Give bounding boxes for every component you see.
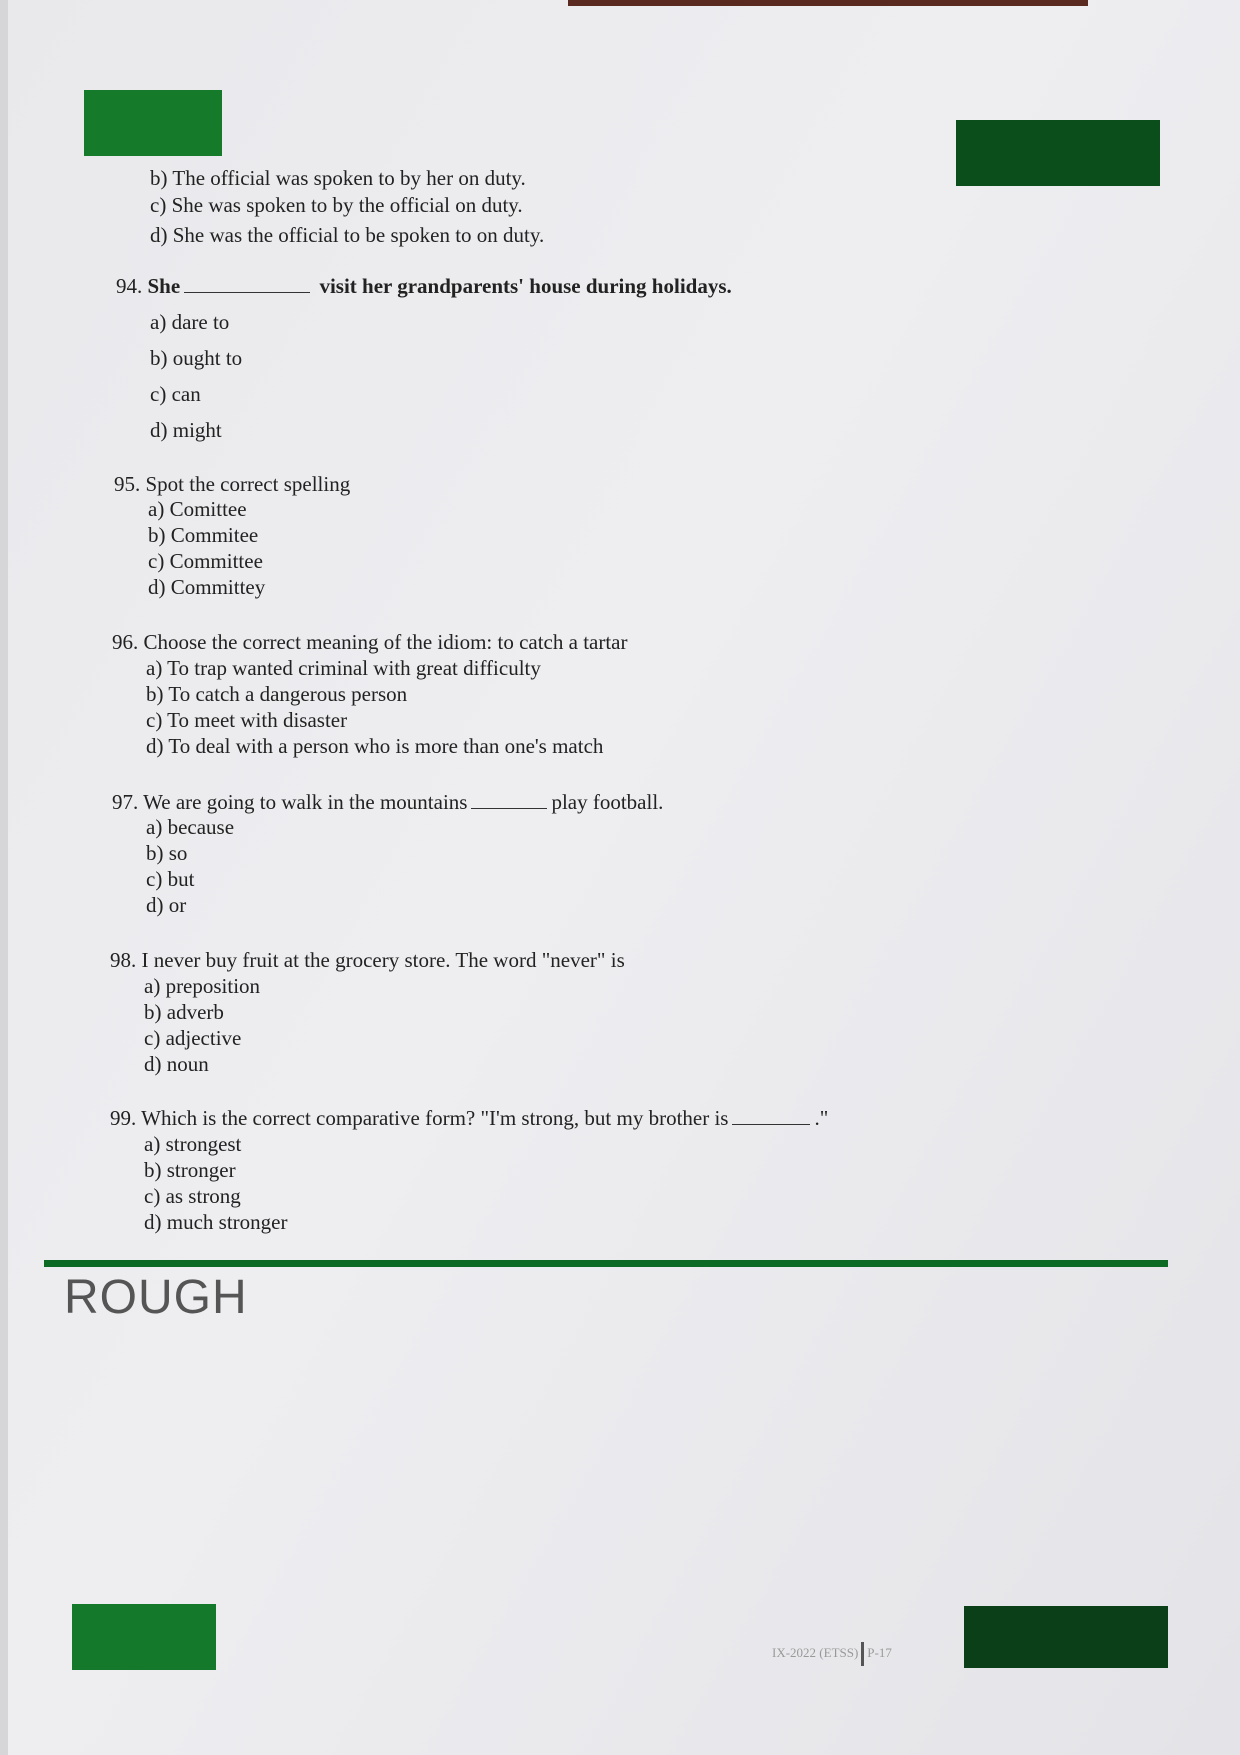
question-98-option-b: b) adverb <box>144 1000 224 1024</box>
question-95-option-b: b) Commitee <box>148 523 259 547</box>
question-98-stem: 98. I never buy fruit at the grocery store. The word "never" is <box>110 948 625 972</box>
question-96-stem: 96. Choose the correct meaning of the idiom: to catch a tartar <box>112 630 628 654</box>
question-99-option-a: a) strongest <box>144 1132 242 1156</box>
question-95-option-c: c) Committee <box>148 549 263 573</box>
answer-blank <box>732 1123 810 1125</box>
question-95-stem: 95. Spot the correct spelling <box>114 472 351 496</box>
rough-work-heading: ROUGH <box>64 1271 248 1324</box>
question-94-option-a: a) dare to <box>150 310 230 334</box>
question-99-option-b: b) stronger <box>144 1158 236 1182</box>
question-96-option-a: a) To trap wanted criminal with great difficulty <box>146 656 541 680</box>
question-97-option-b: b) so <box>146 841 188 865</box>
prev-option-b: b) The official was spoken to by her on duty. <box>150 166 526 190</box>
question-96-option-b: b) To catch a dangerous person <box>146 682 408 706</box>
question-97-option-c: c) but <box>146 867 195 891</box>
question-96-option-d: d) To deal with a person who is more than one's match <box>146 734 604 758</box>
question-99-option-d: d) much stronger <box>144 1210 288 1234</box>
question-96-option-c: c) To meet with disaster <box>146 708 348 732</box>
question-99-option-c: c) as strong <box>144 1184 241 1208</box>
question-98-option-d: d) noun <box>144 1052 209 1076</box>
question-95-option-d: d) Committey <box>148 575 266 599</box>
prev-option-d: d) She was the official to be spoken to on duty. <box>150 223 545 247</box>
question-98-option-a: a) preposition <box>144 974 261 998</box>
question-94-option-b: b) ought to <box>150 346 243 370</box>
question-99-stem: 99. Which is the correct comparative form? "I'm strong, but my brother is ." <box>110 1106 829 1130</box>
rough-divider <box>44 1260 1168 1267</box>
page-number: P-17 <box>867 1644 892 1660</box>
question-94-option-d: d) might <box>150 418 222 442</box>
answer-blank <box>184 291 310 293</box>
page-footer <box>772 1642 892 1666</box>
question-95-option-a: a) Comittee <box>148 497 247 521</box>
question-98-option-c: c) adjective <box>144 1026 242 1050</box>
question-97-option-a: a) because <box>146 815 235 839</box>
exam-code: IX-2022 (ETSS) <box>772 1644 859 1660</box>
question-94-option-c: c) can <box>150 382 201 406</box>
question-94-stem: 94. She visit her grandparents' house during holidays. <box>116 274 732 298</box>
footer-separator <box>861 1642 864 1666</box>
question-97-stem: 97. We are going to walk in the mountains play football. <box>112 790 664 814</box>
answer-blank <box>471 807 547 809</box>
prev-option-c: c) She was spoken to by the official on duty. <box>150 193 523 217</box>
question-97-option-d: d) or <box>146 893 187 917</box>
